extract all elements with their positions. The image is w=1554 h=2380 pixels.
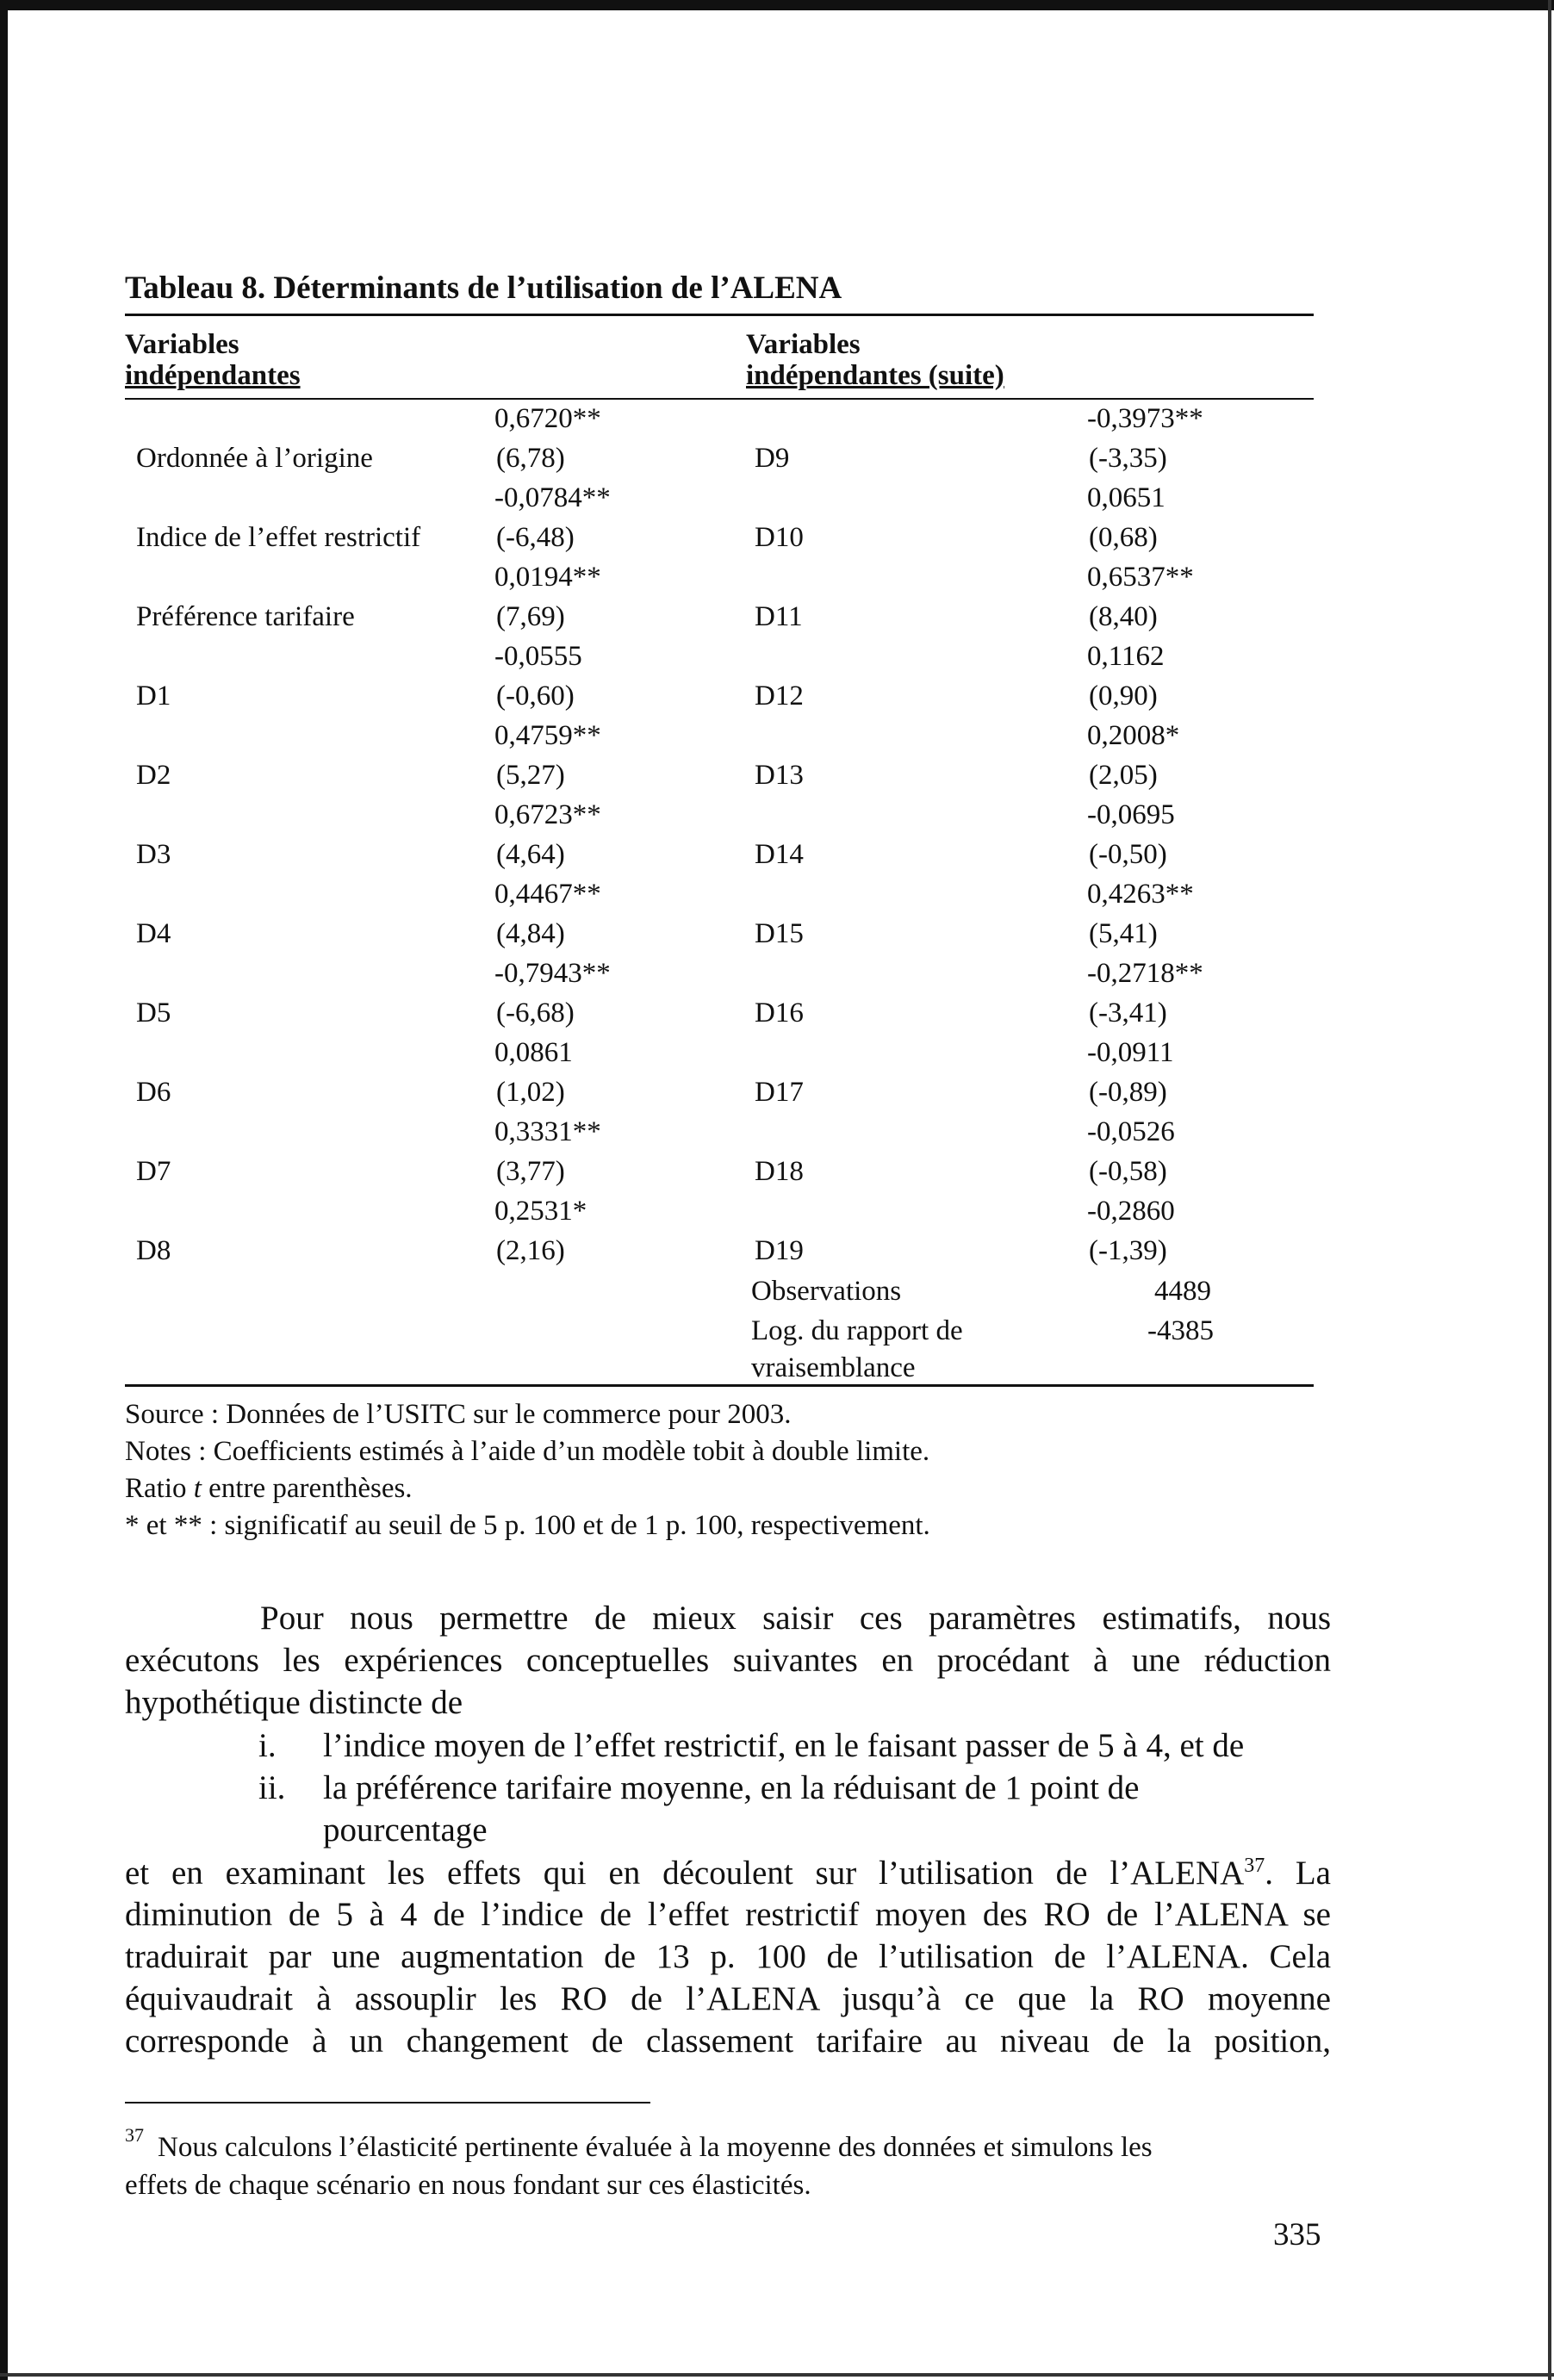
paragraph2-line1: et en examinant les effets qui en découlent sur l’utilisation de l’ALENA$^{37}$. La <box>125 1855 1331 1892</box>
footnote-line2: effets de chaque scénario en nous fondant sur ces élasticités. <box>125 2170 811 2201</box>
variable-label: D3 <box>136 839 171 870</box>
list-item1-marker: i. <box>258 1727 277 1764</box>
coefficient-value: 0,3331** <box>494 1116 601 1147</box>
variable-label: D12 <box>755 680 804 712</box>
t-ratio-value: (-3,35) <box>1089 443 1167 474</box>
t-ratio-value: (4,84) <box>496 918 565 949</box>
coefficient-value: 0,2008* <box>1087 720 1180 751</box>
variable-label: D11 <box>755 601 803 632</box>
list-item1-text: l’indice moyen de l’effet restrictif, en le faisant passer de 5 à 4, et de <box>323 1727 1245 1764</box>
variable-label: D6 <box>136 1077 171 1108</box>
observations-value: 4489 <box>1154 1276 1211 1307</box>
coefficient-value: 0,6537** <box>1087 562 1194 593</box>
list-item2-text-line1: la préférence tarifaire moyenne, en la réduisant de 1 point de <box>323 1769 1140 1806</box>
variable-label: D7 <box>136 1156 171 1187</box>
loglik-value: -4385 <box>1147 1315 1214 1346</box>
table-bottom-rule <box>125 1384 1314 1387</box>
loglik-label-line2: vraisemblance <box>751 1352 916 1383</box>
header-right-line1: Variables <box>746 329 861 360</box>
coefficient-value: -0,0911 <box>1087 1037 1174 1068</box>
t-ratio-value: (-6,68) <box>496 997 575 1028</box>
t-ratio-value: (8,40) <box>1089 601 1158 632</box>
header-right-line2: indépendantes (suite) <box>746 360 1004 391</box>
variable-label: Indice de l’effet restrictif <box>136 522 421 553</box>
scan-border-right <box>1548 0 1551 2380</box>
t-ratio-value: (2,05) <box>1089 760 1158 791</box>
coefficient-value: 0,4467** <box>494 879 601 910</box>
scan-border-top <box>0 0 1554 10</box>
table-title: Tableau 8. Déterminants de l’utilisation de l’ALENA <box>125 270 842 306</box>
coefficient-value: 0,4759** <box>494 720 601 751</box>
t-ratio-value: (3,77) <box>496 1156 565 1187</box>
header-rule <box>125 398 1314 400</box>
list-item2-marker: ii. <box>258 1769 286 1806</box>
variable-label: D14 <box>755 839 804 870</box>
variable-label: D9 <box>755 443 790 474</box>
coefficient-value: 0,2531* <box>494 1196 587 1227</box>
paragraph2-line4: équivaudrait à assouplir les RO de l’ALENA jusqu’à ce que la RO moyenne <box>125 1980 1331 2017</box>
t-ratio-value: (7,69) <box>496 601 565 632</box>
variable-label: D8 <box>136 1235 171 1266</box>
variable-label: Préférence tarifaire <box>136 601 355 632</box>
coefficient-value: -0,2860 <box>1087 1196 1175 1227</box>
coefficient-value: 0,0651 <box>1087 482 1166 513</box>
t-ratio-value: (-1,39) <box>1089 1235 1167 1266</box>
footnote-line1: Nous calculons l’élasticité pertinente évaluée à la moyenne des données et simulons les <box>158 2132 1153 2163</box>
t-ratio-value: (6,78) <box>496 443 565 474</box>
observations-label: Observations <box>751 1276 902 1307</box>
paragraph1-line1: Pour nous permettre de mieux saisir ces paramètres estimatifs, nous <box>260 1600 1331 1637</box>
t-ratio-value: (5,41) <box>1089 918 1158 949</box>
paragraph1-line2: exécutons les expériences conceptuelles suivantes en procédant à une réduction <box>125 1642 1331 1679</box>
coefficient-value: -0,2718** <box>1087 958 1203 989</box>
coefficient-value: 0,6720** <box>494 403 601 434</box>
variable-label: D5 <box>136 997 171 1028</box>
ratio-note: Ratio t entre parenthèses. <box>125 1473 413 1504</box>
page-number: 335 <box>1273 2217 1321 2253</box>
footnote-ref-37: 37 <box>1244 1855 1265 1877</box>
variable-label: D17 <box>755 1077 804 1108</box>
coefficient-value: 0,0861 <box>494 1037 573 1068</box>
header-left-line1: Variables <box>125 329 239 360</box>
scan-border-left <box>0 0 8 2380</box>
table-top-rule <box>125 314 1314 316</box>
significance-note: * et ** : significatif au seuil de 5 p. 100 et de 1 p. 100, respectivement. <box>125 1510 930 1541</box>
variable-label: D13 <box>755 760 804 791</box>
paragraph2-line3: traduirait par une augmentation de 13 p. 100 de l’utilisation de l’ALENA. Cela <box>125 1938 1331 1975</box>
variable-label: D2 <box>136 760 171 791</box>
t-ratio-value: (-0,50) <box>1089 839 1167 870</box>
coefficient-value: -0,0784** <box>494 482 611 513</box>
list-item2-text-line2: pourcentage <box>323 1811 488 1849</box>
coefficient-value: -0,0555 <box>494 641 582 672</box>
variable-label: Ordonnée à l’origine <box>136 443 373 474</box>
t-ratio-value: (-0,60) <box>496 680 575 712</box>
paragraph2-line5: corresponde à un changement de classement tarifaire au niveau de la position, <box>125 2023 1331 2060</box>
variable-label: D15 <box>755 918 804 949</box>
coefficient-value: 0,4263** <box>1087 879 1194 910</box>
t-ratio-value: (-3,41) <box>1089 997 1167 1028</box>
header-left-line2: indépendantes <box>125 360 301 391</box>
coefficient-value: 0,1162 <box>1087 641 1165 672</box>
paragraph1-line3: hypothétique distincte de <box>125 1684 463 1721</box>
variable-label: D1 <box>136 680 171 712</box>
footnote-separator <box>125 2102 650 2103</box>
variable-label: D18 <box>755 1156 804 1187</box>
scan-border-bottom <box>0 2373 1554 2377</box>
coefficient-value: -0,0695 <box>1087 799 1175 830</box>
variable-label: D4 <box>136 918 171 949</box>
t-ratio-value: (2,16) <box>496 1235 565 1266</box>
t-ratio-value: (-0,89) <box>1089 1077 1167 1108</box>
variable-label: D19 <box>755 1235 804 1266</box>
coefficient-value: 0,6723** <box>494 799 601 830</box>
notes-note: Notes : Coefficients estimés à l’aide d’un modèle tobit à double limite. <box>125 1436 930 1467</box>
paragraph2-line2: diminution de 5 à 4 de l’indice de l’effet restrictif moyen des RO de l’ALENA se <box>125 1896 1331 1933</box>
t-ratio-value: (-6,48) <box>496 522 575 553</box>
coefficient-value: -0,3973** <box>1087 403 1203 434</box>
coefficient-value: -0,0526 <box>1087 1116 1175 1147</box>
coefficient-value: -0,7943** <box>494 958 611 989</box>
t-ratio-value: (1,02) <box>496 1077 565 1108</box>
source-note: Source : Données de l’USITC sur le commerce pour 2003. <box>125 1399 792 1430</box>
t-ratio-value: (0,68) <box>1089 522 1158 553</box>
t-ratio-value: (-0,58) <box>1089 1156 1167 1187</box>
loglik-label-line1: Log. du rapport de <box>751 1315 963 1346</box>
t-ratio-value: (4,64) <box>496 839 565 870</box>
t-ratio-value: (0,90) <box>1089 680 1158 712</box>
coefficient-value: 0,0194** <box>494 562 601 593</box>
variable-label: D10 <box>755 522 804 553</box>
t-ratio-value: (5,27) <box>496 760 565 791</box>
variable-label: D16 <box>755 997 804 1028</box>
footnote-number: 37 <box>125 2124 144 2146</box>
